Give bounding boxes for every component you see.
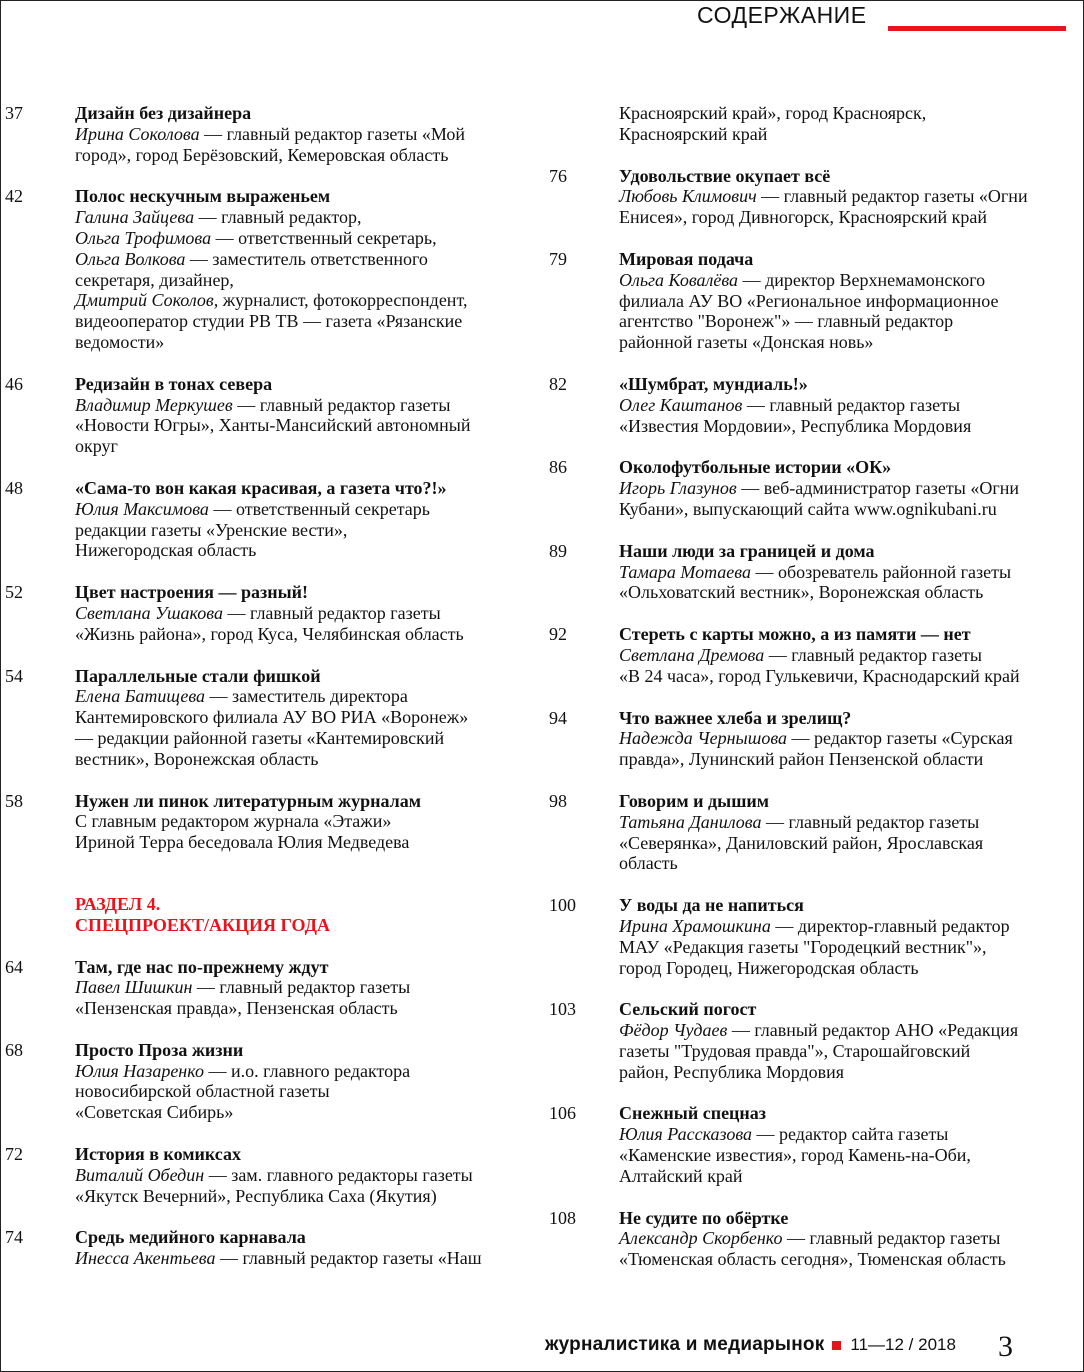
entry-description: Алтайский край <box>619 1165 743 1186</box>
entry-line <box>619 332 1074 353</box>
author-name: Татьяна Данилова <box>619 811 762 832</box>
entry-description: — директор-главный редактор <box>770 915 1010 936</box>
entry-description: город Городец, Нижегородская область <box>619 957 919 978</box>
entry-description: «Тюменская область сегодня», Тюменская область <box>619 1249 1006 1270</box>
toc-entry[interactable] <box>5 478 535 561</box>
entry-description: «Известия Мордовии», Республика Мордовия <box>619 415 972 436</box>
entry-page-number: 48 <box>5 477 23 498</box>
entry-page-number: 52 <box>5 582 23 603</box>
entry-title: Редизайн в тонах севера <box>75 373 273 394</box>
magazine-name: журналистика и медиарынок <box>545 1334 825 1355</box>
entry-description: «Новости Югры», Ханты-Мансийский автономный <box>75 415 471 436</box>
entry-line <box>619 1124 1074 1145</box>
entry-description: город», город Берёзовский, Кемеровская область <box>75 144 449 165</box>
entry-line <box>75 686 535 707</box>
entry-description: «Пензенская правда», Пензенская область <box>75 998 398 1019</box>
author-name: Ольга Ковалёва <box>619 269 739 290</box>
entry-line <box>619 916 1074 937</box>
entry-description: «В 24 часа», город Гулькевичи, Краснодарский край <box>619 665 1020 686</box>
entry-description: «Советская Сибирь» <box>75 1102 234 1123</box>
entry-line <box>619 749 1074 770</box>
entry-description: новосибирской областной газеты <box>75 1081 330 1102</box>
entry-description: секретаря, дизайнер, <box>75 269 234 290</box>
contents-column-left <box>5 103 535 1290</box>
entry-description: «Северянка», Даниловский район, Ярославская <box>619 832 984 853</box>
entry-description: — и.о. главного редактора <box>203 1060 411 1081</box>
entry-description: — ответственный секретарь <box>208 498 430 519</box>
entry-title: Средь медийного карнавала <box>75 1227 306 1248</box>
entry-description: видеооператор студии РВ ТВ — газета «Рязанские <box>75 311 463 332</box>
entry-line <box>619 311 1074 332</box>
entry-description: — заместитель директора <box>205 686 408 707</box>
entry-page-number: 42 <box>5 186 23 207</box>
entry-line <box>75 124 535 145</box>
toc-entry[interactable] <box>549 541 1074 603</box>
heading-accent-bar <box>888 26 1066 31</box>
section-number: РАЗДЕЛ 4. <box>75 893 161 914</box>
toc-entry[interactable] <box>5 957 535 1019</box>
entry-line <box>619 103 1074 124</box>
entry-description: — главный редактор газеты <box>232 394 451 415</box>
entry-page-number: 68 <box>5 1039 23 1060</box>
toc-entry[interactable] <box>5 1040 535 1123</box>
entry-description: «Жизнь района», город Куса, Челябинская область <box>75 623 464 644</box>
entry-description: филиала АУ ВО «Региональное информационное <box>619 290 999 311</box>
entry-line <box>619 1041 1074 1062</box>
entry-page-number: 108 <box>549 1207 576 1228</box>
entry-line <box>619 833 1074 854</box>
toc-entry[interactable] <box>5 374 535 457</box>
entry-line <box>75 540 535 561</box>
entry-line <box>619 499 1074 520</box>
entry-description: — заместитель ответственного <box>185 248 428 269</box>
entry-description: — главный редактор газеты <box>782 1228 1001 1249</box>
section-heading <box>5 894 535 936</box>
author-name: Любовь Климович <box>619 186 757 207</box>
toc-entry[interactable] <box>549 457 1074 519</box>
author-name: Елена Батищева <box>75 686 206 707</box>
entry-line <box>619 728 1074 749</box>
entry-description: — главный редактор АНО «Редакция <box>727 1020 1019 1041</box>
entry-line <box>619 478 1074 499</box>
entry-line <box>75 290 535 311</box>
entry-line <box>75 749 535 770</box>
entry-title: Околофутбольные истории «ОК» <box>619 457 892 478</box>
entry-title: «Шумбрат, мундиаль!» <box>619 373 808 394</box>
author-name: Тамара Мотаева <box>619 561 751 582</box>
entry-title: Удовольствие окупает всё <box>619 165 831 186</box>
page-heading: СОДЕРЖАНИЕ <box>697 2 867 28</box>
entry-line <box>75 707 535 728</box>
entry-description: районной газеты «Донская новь» <box>619 332 874 353</box>
entry-page-number: 37 <box>5 103 23 123</box>
toc-entry[interactable] <box>549 374 1074 436</box>
entry-line <box>619 1062 1074 1083</box>
section-title: СПЕЦПРОЕКТ/АКЦИЯ ГОДА <box>75 914 331 935</box>
entry-description: район, Республика Мордовия <box>619 1061 845 1082</box>
entry-page-number: 103 <box>549 999 576 1020</box>
entry-page-number: 64 <box>5 956 23 977</box>
entry-page-number: 106 <box>549 1103 576 1124</box>
entry-line <box>619 270 1074 291</box>
entry-description: «Каменские известия», город Камень-на-Оби, <box>619 1145 971 1166</box>
entry-title: Сельский погост <box>619 999 757 1020</box>
author-name: Надежда Чернышова <box>619 728 788 749</box>
entry-line <box>619 291 1074 312</box>
author-name: Игорь Глазунов <box>619 478 737 499</box>
entry-description: — редактор газеты «Сурская <box>787 728 1013 749</box>
entry-line <box>619 207 1074 228</box>
author-name: Светлана Ушакова <box>75 602 223 623</box>
entry-description: Нижегородская область <box>75 540 257 561</box>
entry-line <box>619 1145 1074 1166</box>
entry-description: — редактор сайта газеты <box>752 1124 949 1145</box>
entry-line <box>619 186 1074 207</box>
entry-line <box>75 832 535 853</box>
entry-title: «Сама-то вон какая красивая, а газета что?!» <box>75 477 447 498</box>
entry-description: — главный редактор газеты <box>764 644 983 665</box>
entry-title: Снежный спецназ <box>619 1103 767 1124</box>
entry-description: — главный редактор газеты «Наш <box>215 1248 482 1269</box>
author-name: Дмитрий Соколов, <box>75 290 219 311</box>
entry-description: МАУ «Редакция газеты "Городецкий вестник"», <box>619 936 987 957</box>
author-name: Ольга Трофимова <box>75 227 212 248</box>
entry-page-number: 58 <box>5 790 23 811</box>
entry-line <box>75 436 535 457</box>
entry-description: область <box>619 853 678 874</box>
entry-page-number: 79 <box>549 248 567 269</box>
entry-line <box>75 1248 535 1269</box>
entry-line <box>619 666 1074 687</box>
toc-entry[interactable] <box>5 791 535 853</box>
entry-page-number: 82 <box>549 373 567 394</box>
toc-entry[interactable] <box>5 1144 535 1206</box>
entry-line <box>75 332 535 353</box>
entry-line <box>75 228 535 249</box>
entry-description: — главный редактор газеты «Мой <box>199 123 466 144</box>
entry-line <box>619 937 1074 958</box>
author-name: Владимир Меркушев <box>75 394 233 415</box>
entry-line <box>75 395 535 416</box>
entry-description: Красноярский край <box>619 123 768 144</box>
entry-page-number: 94 <box>549 707 567 728</box>
entry-line <box>75 1081 535 1102</box>
right-entries <box>549 166 1074 1270</box>
entry-description: — главный редактор газеты <box>742 394 961 415</box>
entry-description: Красноярский край», город Красноярск, <box>619 103 927 123</box>
entry-description: — главный редактор газеты <box>192 977 411 998</box>
entry-title: Нужен ли пинок литературным журналам <box>75 790 421 811</box>
entry-line <box>75 270 535 291</box>
entry-title: Просто Проза жизни <box>75 1039 244 1060</box>
entry-line <box>75 624 535 645</box>
red-square-marker <box>832 1341 841 1350</box>
entry-title: У воды да не напиться <box>619 895 804 916</box>
left-entries <box>5 103 535 853</box>
entry-title: История в комиксах <box>75 1144 241 1165</box>
author-name: Инесса Акентьева <box>75 1248 216 1269</box>
entry-description: — редакции районной газеты «Кантемировский <box>75 727 445 748</box>
entry-description: округ <box>75 436 118 457</box>
entry-page-number: 72 <box>5 1144 23 1165</box>
entry-page-number: 76 <box>549 165 567 186</box>
entry-line <box>75 311 535 332</box>
page-number: 3 <box>997 1330 1013 1363</box>
entry-line <box>75 520 535 541</box>
entry-page-number: 92 <box>549 624 567 645</box>
toc-entry[interactable] <box>549 791 1074 874</box>
continued-entry <box>549 103 1074 145</box>
entry-description: Кантемировского филиала АУ ВО РИА «Воронеж» <box>75 707 469 728</box>
entry-line <box>619 1020 1074 1041</box>
author-name: Ирина Храмошкина <box>619 915 771 936</box>
entry-line <box>619 1228 1074 1249</box>
entry-line <box>619 853 1074 874</box>
author-name: Олег Каштанов <box>619 394 743 415</box>
toc-entry[interactable] <box>549 249 1074 353</box>
author-name: Виталий Обедин <box>75 1164 205 1185</box>
entry-description: газеты "Трудовая правда"», Старошайговский <box>619 1040 971 1061</box>
entry-page-number: 89 <box>549 540 567 561</box>
entry-title: Мировая подача <box>619 248 754 269</box>
entry-title: Говорим и дышим <box>619 790 770 811</box>
entry-line <box>619 1166 1074 1187</box>
author-name: Павел Шишкин <box>75 977 193 998</box>
entry-title: Стереть с карты можно, а из памяти — нет <box>619 624 971 645</box>
author-name: Фёдор Чудаев <box>619 1020 728 1041</box>
author-name: Юлия Рассказова <box>619 1124 753 1145</box>
toc-entry[interactable] <box>549 624 1074 686</box>
toc-entry[interactable] <box>549 895 1074 978</box>
entry-description: — ответственный секретарь, <box>211 227 437 248</box>
entry-description: — главный редактор, <box>194 207 362 228</box>
toc-entry[interactable] <box>549 1103 1074 1186</box>
entry-line <box>619 124 1074 145</box>
toc-entry[interactable] <box>5 103 535 165</box>
author-name: Светлана Дремова <box>619 644 765 665</box>
entry-line <box>75 415 535 436</box>
entry-description: правда», Лунинский район Пензенской области <box>619 749 984 770</box>
issue-number: 11—12 / 2018 <box>850 1335 956 1354</box>
entry-description: — главный редактор газеты <box>222 602 441 623</box>
entry-line <box>75 1102 535 1123</box>
entry-description: С главным редактором журнала «Этажи» <box>75 811 392 832</box>
entry-title: Цвет настроения — разный! <box>75 582 308 603</box>
entry-page-number: 100 <box>549 895 576 916</box>
entry-title: Наши люди за границей и дома <box>619 540 875 561</box>
entry-title: Дизайн без дизайнера <box>75 103 252 123</box>
entry-description: Кубани», выпускающий сайта www.ognikubani.ru <box>619 498 997 519</box>
entry-title: Там, где нас по-прежнему ждут <box>75 956 329 977</box>
entry-page-number: 98 <box>549 790 567 811</box>
entry-page-number: 54 <box>5 665 23 686</box>
entry-description: агентство "Воронеж"» — главный редактор <box>619 311 954 332</box>
entry-description: Енисея», город Дивногорск, Красноярский край <box>619 207 987 228</box>
entry-description: редакции газеты «Уренские вести», <box>75 519 348 540</box>
entry-line <box>619 812 1074 833</box>
entry-line <box>75 207 535 228</box>
entry-description: журналист, фотокорреспондент, <box>218 290 468 311</box>
author-name: Ирина Соколова <box>75 123 200 144</box>
entry-page-number: 46 <box>5 373 23 394</box>
entry-description: «Ольховатский вестник», Воронежская область <box>619 582 984 603</box>
contents-column-right <box>549 103 1074 1291</box>
entry-description: — директор Верхнемамонского <box>738 269 986 290</box>
toc-entry[interactable] <box>549 1208 1074 1270</box>
entry-description: — главный редактор газеты <box>761 811 980 832</box>
entry-line <box>619 562 1074 583</box>
toc-entry[interactable] <box>549 166 1074 228</box>
toc-entry[interactable] <box>5 666 535 770</box>
entry-line <box>75 145 535 166</box>
toc-entry[interactable] <box>5 186 535 352</box>
entry-page-number: 74 <box>5 1227 23 1248</box>
entry-description: ведомости» <box>75 331 165 352</box>
entry-line <box>75 998 535 1019</box>
author-name: Юлия Назаренко <box>75 1060 204 1081</box>
entry-line <box>75 249 535 270</box>
entry-line <box>619 958 1074 979</box>
entry-page-number: 86 <box>549 457 567 478</box>
entry-title: Параллельные стали фишкой <box>75 665 321 686</box>
author-name: Галина Зайцева <box>75 207 195 228</box>
page-footer <box>545 1328 1013 1362</box>
entry-line <box>75 1165 535 1186</box>
entry-title: Не судите по обёртке <box>619 1207 789 1228</box>
entry-line <box>75 1186 535 1207</box>
entry-line <box>619 395 1074 416</box>
entry-line <box>75 499 535 520</box>
author-name: Юлия Максимова <box>75 498 209 519</box>
entry-title: Полос нескучным выраженьем <box>75 186 331 207</box>
entry-line <box>75 977 535 998</box>
entry-description: — веб-администратор газеты «Огни <box>736 478 1019 499</box>
entry-title: Что важнее хлеба и зрелищ? <box>619 707 852 728</box>
entry-line <box>75 1061 535 1082</box>
entry-description: — обозреватель районной газеты <box>751 561 1012 582</box>
toc-entry[interactable] <box>5 582 535 644</box>
entry-line <box>619 1249 1074 1270</box>
entry-line <box>75 728 535 749</box>
entry-description: «Якутск Вечерний», Республика Саха (Якутия) <box>75 1185 437 1206</box>
entry-line <box>619 416 1074 437</box>
entry-description: — главный редактор газеты «Огни <box>756 186 1028 207</box>
entry-description: вестник», Воронежская область <box>75 748 319 769</box>
author-name: Ольга Волкова <box>75 248 186 269</box>
entry-description: — зам. главного редакторы газеты <box>204 1164 473 1185</box>
entry-line <box>619 645 1074 666</box>
toc-entry[interactable] <box>5 1227 535 1269</box>
entry-line <box>75 603 535 624</box>
left-entries-section4 <box>5 957 535 1270</box>
entry-description: Ириной Терра беседовала Юлия Медведева <box>75 832 410 853</box>
author-name: Александр Скорбенко <box>619 1228 783 1249</box>
entry-line <box>75 811 535 832</box>
toc-entry[interactable] <box>549 708 1074 770</box>
toc-entry[interactable] <box>549 999 1074 1082</box>
entry-line <box>619 582 1074 603</box>
